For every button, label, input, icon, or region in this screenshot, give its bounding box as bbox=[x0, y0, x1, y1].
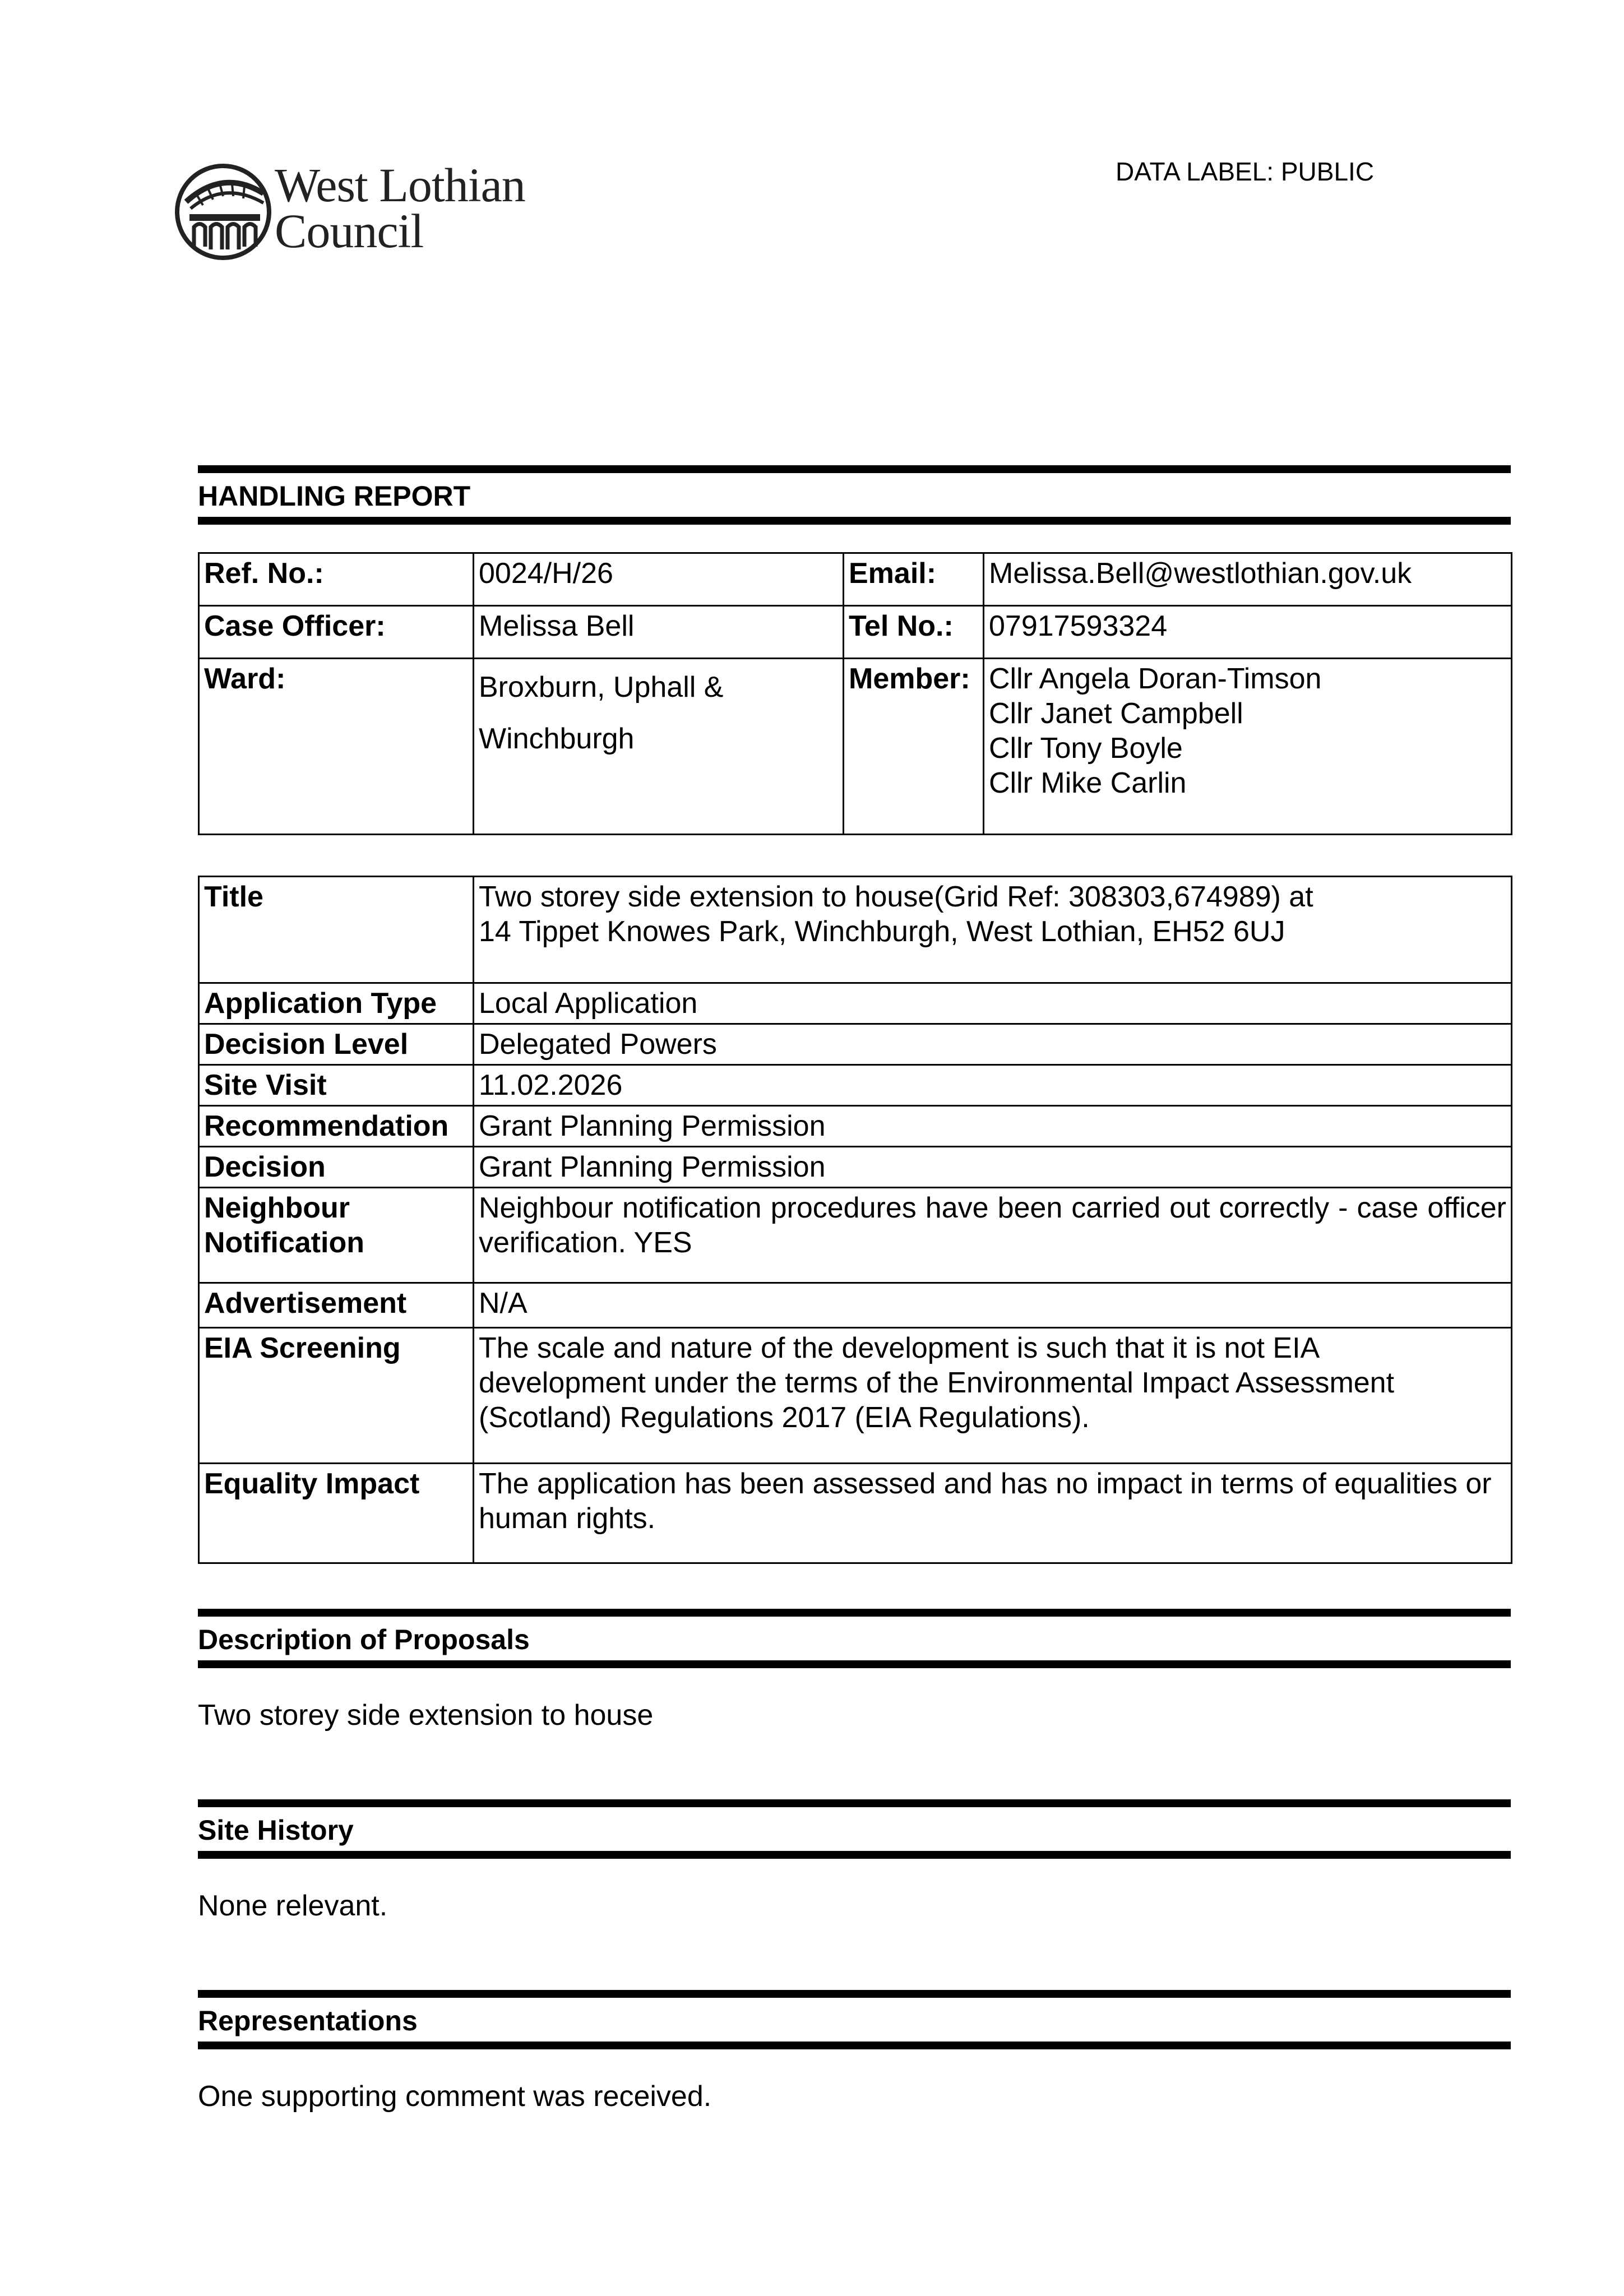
advert-label: Advertisement bbox=[199, 1283, 474, 1328]
data-label: DATA LABEL: PUBLIC bbox=[1116, 157, 1375, 186]
description-heading bbox=[198, 1609, 1511, 1668]
eia-label: EIA Screening bbox=[199, 1328, 474, 1464]
logo-wordmark bbox=[275, 158, 525, 258]
advert-value: N/A bbox=[474, 1283, 1512, 1328]
viaduct-emblem-icon bbox=[174, 163, 275, 263]
email-link[interactable]: Melissa.Bell@westlothian.gov.uk bbox=[984, 553, 1512, 606]
neighbour-value: Neighbour notification procedures have been carried out correctly - case officer verification. YES bbox=[474, 1188, 1512, 1283]
history-body: None relevant. bbox=[198, 1890, 388, 1922]
description-body: Two storey side extension to house bbox=[198, 1699, 654, 1732]
logo-line-1: West Lothian bbox=[275, 158, 525, 212]
member-item: Cllr Janet Campbell bbox=[989, 697, 1243, 730]
rule-top bbox=[198, 465, 1511, 473]
decision-label: Decision bbox=[199, 1147, 474, 1188]
member-item: Cllr Angela Doran-Timson bbox=[989, 663, 1322, 695]
representations-title: Representations bbox=[198, 2005, 418, 2036]
rule-top bbox=[198, 1799, 1511, 1807]
table-row bbox=[199, 1147, 1512, 1188]
level-label: Decision Level bbox=[199, 1024, 474, 1065]
ward-label: Ward: bbox=[199, 659, 474, 835]
ref-value: 0024/H/26 bbox=[474, 553, 844, 606]
eia-line-3: (Scotland) Regulations 2017 (EIA Regulations). bbox=[479, 1401, 1090, 1434]
rule-bottom bbox=[198, 1660, 1511, 1668]
application-table bbox=[198, 876, 1512, 1564]
eia-value bbox=[474, 1328, 1512, 1464]
title-value bbox=[474, 877, 1512, 983]
council-logo bbox=[174, 160, 555, 272]
description-title: Description of Proposals bbox=[198, 1624, 530, 1655]
member-item: Cllr Tony Boyle bbox=[989, 732, 1183, 765]
recommendation-value: Grant Planning Permission bbox=[474, 1106, 1512, 1147]
member-label: Member: bbox=[844, 659, 984, 835]
neighbour-label bbox=[199, 1188, 474, 1283]
eia-line-1: The scale and nature of the development is such that it is not EIA bbox=[479, 1332, 1320, 1364]
member-item: Cllr Mike Carlin bbox=[989, 767, 1187, 799]
rule-bottom bbox=[198, 2042, 1511, 2049]
report-title: HANDLING REPORT bbox=[198, 480, 471, 512]
equality-label: Equality Impact bbox=[199, 1464, 474, 1563]
email-label: Email: bbox=[844, 553, 984, 606]
table-row bbox=[199, 983, 1512, 1024]
title-line-2: 14 Tippet Knowes Park, Winchburgh, West Lothian, EH52 6UJ bbox=[479, 915, 1285, 948]
title-label: Title bbox=[199, 877, 474, 983]
history-title: Site History bbox=[198, 1814, 354, 1846]
ward-line-2: Winchburgh bbox=[479, 723, 635, 755]
logo-line-2: Council bbox=[275, 204, 424, 258]
table-row bbox=[199, 1188, 1512, 1283]
officer-label: Case Officer: bbox=[199, 606, 474, 659]
table-row bbox=[199, 1328, 1512, 1464]
visit-label: Site Visit bbox=[199, 1065, 474, 1106]
representations-heading bbox=[198, 1990, 1511, 2049]
rule-bottom bbox=[198, 1851, 1511, 1859]
officer-value: Melissa Bell bbox=[474, 606, 844, 659]
table-row bbox=[199, 659, 1512, 835]
rule-bottom bbox=[198, 517, 1511, 525]
rule-top bbox=[198, 1990, 1511, 1998]
equality-value: The application has been assessed and has no impact in terms of equalities or human rights. bbox=[474, 1464, 1512, 1563]
table-row bbox=[199, 1283, 1512, 1328]
member-list bbox=[984, 659, 1512, 835]
neighbour-label-line-1: Neighbour bbox=[204, 1192, 350, 1224]
case-details-table bbox=[198, 552, 1512, 835]
level-value: Delegated Powers bbox=[474, 1024, 1512, 1065]
representations-body: One supporting comment was received. bbox=[198, 2080, 712, 2113]
table-row bbox=[199, 877, 1512, 983]
ward-line-1: Broxburn, Uphall & bbox=[479, 671, 724, 703]
rule-top bbox=[198, 1609, 1511, 1617]
title-line-1: Two storey side extension to house(Grid Ref: 308303,674989) at bbox=[479, 881, 1313, 913]
table-row bbox=[199, 1024, 1512, 1065]
type-label: Application Type bbox=[199, 983, 474, 1024]
eia-line-2: development under the terms of the Environmental Impact Assessment bbox=[479, 1367, 1395, 1399]
report-heading bbox=[198, 465, 1511, 525]
visit-value: 11.02.2026 bbox=[474, 1065, 1512, 1106]
decision-value: Grant Planning Permission bbox=[474, 1147, 1512, 1188]
tel-value: 07917593324 bbox=[984, 606, 1512, 659]
type-value: Local Application bbox=[474, 983, 1512, 1024]
tel-label: Tel No.: bbox=[844, 606, 984, 659]
recommendation-label: Recommendation bbox=[199, 1106, 474, 1147]
neighbour-label-line-2: Notification bbox=[204, 1226, 364, 1259]
table-row bbox=[199, 1464, 1512, 1563]
table-row bbox=[199, 553, 1512, 606]
table-row bbox=[199, 1106, 1512, 1147]
table-row bbox=[199, 1065, 1512, 1106]
ref-label: Ref. No.: bbox=[199, 553, 474, 606]
table-row bbox=[199, 606, 1512, 659]
ward-value bbox=[474, 659, 844, 835]
history-heading bbox=[198, 1799, 1511, 1859]
